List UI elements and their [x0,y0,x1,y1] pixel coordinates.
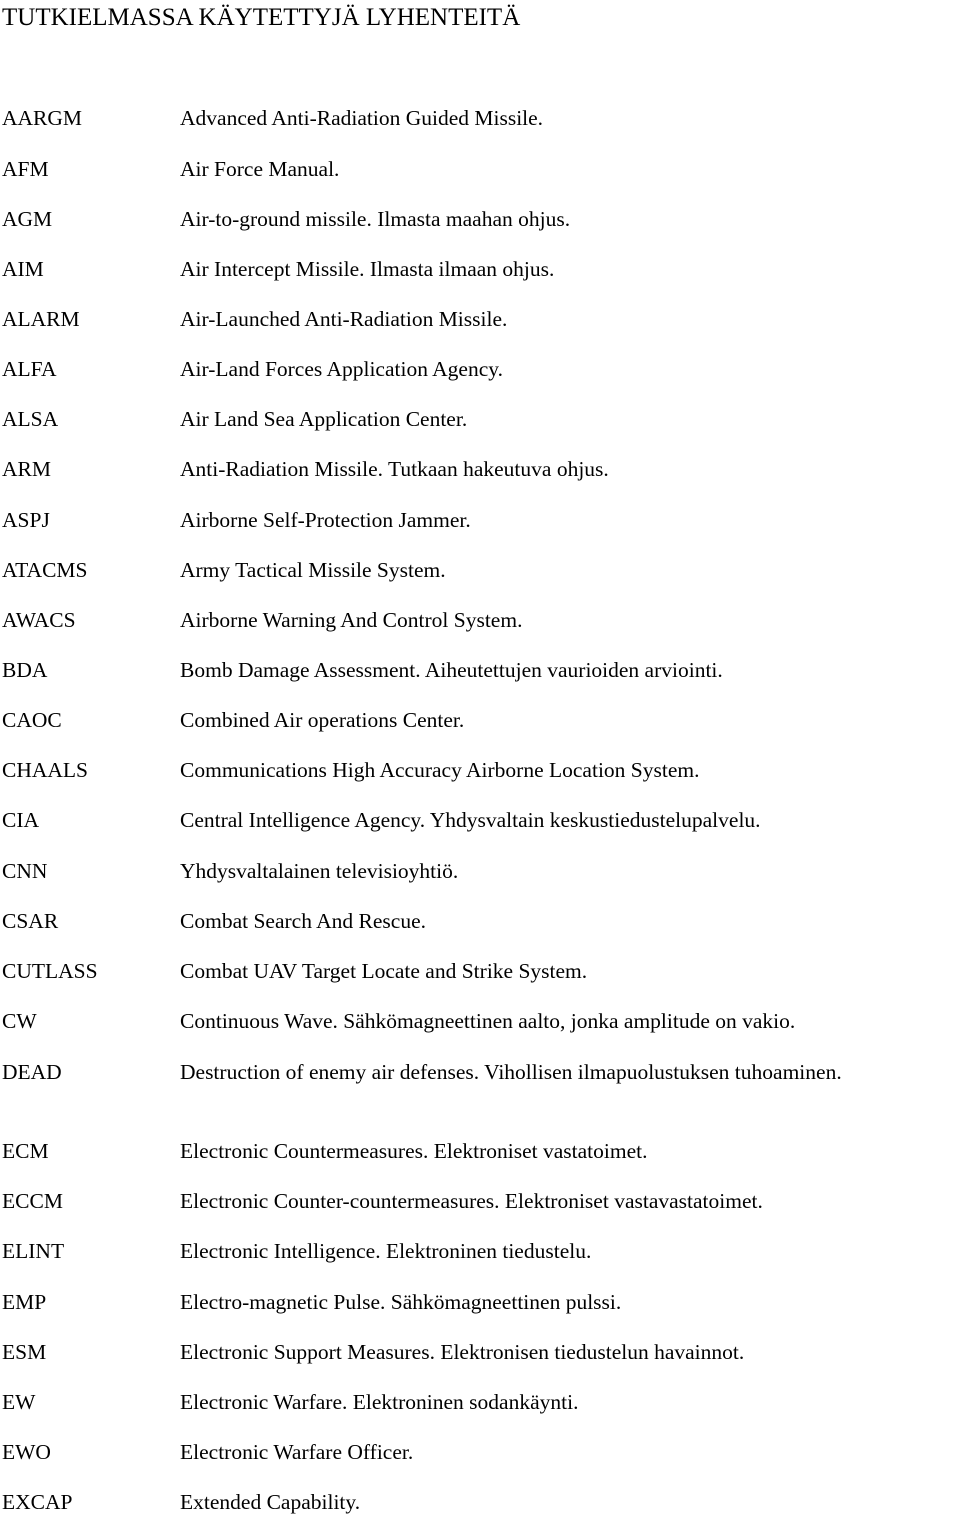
abbreviation-term: ECCM [2,1189,63,1213]
abbreviation-term: EMP [2,1290,47,1314]
abbreviation-term: EW [2,1390,36,1414]
abbreviation-definition: Air-to-ground missile. Ilmasta maahan ohjus. [180,207,571,231]
abbreviation-definition: Anti-Radiation Missile. Tutkaan hakeutuva ohjus. [180,457,609,481]
abbreviation-definition: Central Intelligence Agency. Yhdysvaltain keskustiedustelupalvelu. [180,808,761,832]
abbreviation-definition: Army Tactical Missile System. [180,558,446,582]
abbreviation-term: CIA [2,808,40,832]
abbreviation-definition: Air Intercept Missile. Ilmasta ilmaan ohjus. [180,257,555,281]
abbreviation-term: CW [2,1009,37,1033]
abbreviation-term: ALFA [2,357,57,381]
abbreviation-definition: Communications High Accuracy Airborne Location System. [180,758,700,782]
abbreviation-term: AFM [2,157,49,181]
abbreviation-definition: Electronic Warfare Officer. [180,1440,414,1464]
abbreviation-definition: Advanced Anti-Radiation Guided Missile. [180,106,544,130]
abbreviation-definition: Destruction of enemy air defenses. Vihollisen ilmapuolustuksen tuhoaminen. [180,1060,842,1084]
abbreviation-definition: Combat UAV Target Locate and Strike System. [180,959,588,983]
abbreviation-definition: Electronic Warfare. Elektroninen sodankäynti. [180,1390,579,1414]
abbreviation-definition: Continuous Wave. Sähkömagneettinen aalto, jonka amplitude on vakio. [180,1009,796,1033]
abbreviation-term: ALARM [2,307,80,331]
abbreviation-term: ASPJ [2,508,50,532]
abbreviation-term: EWO [2,1440,51,1464]
abbreviation-definition: Air-Land Forces Application Agency. [180,357,503,381]
abbreviation-definition: Air Force Manual. [180,157,340,181]
page-title: TUTKIELMASSA KÄYTETTYJÄ LYHENTEITÄ [2,4,521,31]
abbreviation-term: ELINT [2,1239,65,1263]
abbreviation-definition: Combat Search And Rescue. [180,909,427,933]
abbreviation-definition: Air Land Sea Application Center. [180,407,468,431]
abbreviation-definition: Airborne Warning And Control System. [180,608,523,632]
abbreviation-term: ALSA [2,407,59,431]
abbreviation-definition: Bomb Damage Assessment. Aiheutettujen vaurioiden arviointi. [180,658,723,682]
abbreviation-term: CHAALS [2,758,89,782]
abbreviation-definition: Electro-magnetic Pulse. Sähkömagneettinen pulssi. [180,1290,622,1314]
abbreviation-term: ECM [2,1139,49,1163]
abbreviation-definition: Yhdysvaltalainen televisioyhtiö. [180,859,459,883]
abbreviation-term: CUTLASS [2,959,98,983]
abbreviation-term: BDA [2,658,48,682]
abbreviation-term: ATACMS [2,558,88,582]
abbreviation-definition: Electronic Counter-countermeasures. Elektroniset vastavastatoimet. [180,1189,763,1213]
abbreviation-definition: Electronic Countermeasures. Elektroniset vastatoimet. [180,1139,648,1163]
abbreviation-term: CAOC [2,708,62,732]
abbreviation-definition: Electronic Support Measures. Elektronisen tiedustelun havainnot. [180,1340,745,1364]
abbreviation-term: AIM [2,257,44,281]
abbreviation-definition: Combined Air operations Center. [180,708,465,732]
abbreviation-term: EXCAP [2,1490,73,1514]
abbreviation-term: AARGM [2,106,83,130]
abbreviation-definition: Extended Capability. [180,1490,361,1514]
abbreviation-term: CSAR [2,909,59,933]
abbreviation-term: AGM [2,207,53,231]
abbreviation-definition: Air-Launched Anti-Radiation Missile. [180,307,508,331]
abbreviation-definition: Airborne Self-Protection Jammer. [180,508,471,532]
abbreviation-term: CNN [2,859,48,883]
abbreviation-definition: Electronic Intelligence. Elektroninen tiedustelu. [180,1239,592,1263]
abbreviation-term: ESM [2,1340,47,1364]
abbreviation-term: DEAD [2,1060,62,1084]
abbreviation-term: AWACS [2,608,76,632]
abbreviation-term: ARM [2,457,51,481]
